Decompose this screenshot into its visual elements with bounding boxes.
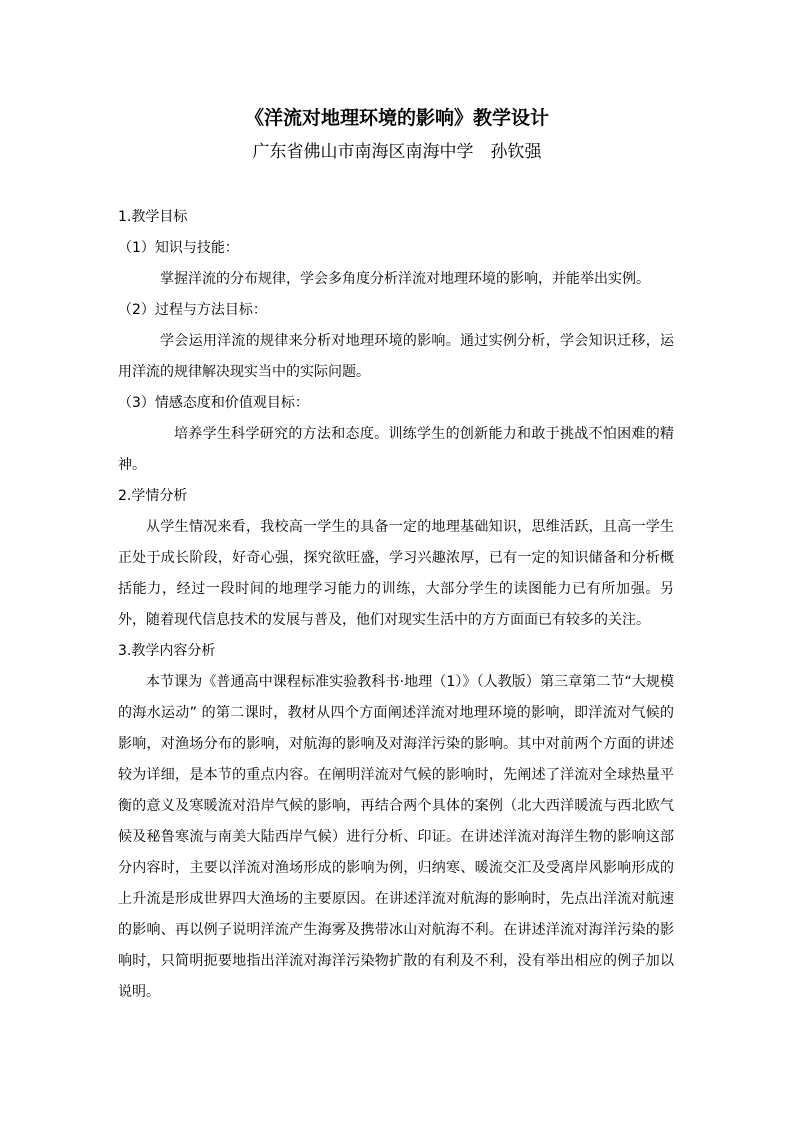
paragraph-attitude-values: 培养学生科学研究的方法和态度。训练学生的创新能力和敢于挑战不怕困难的精神。 [118, 426, 674, 473]
section-heading-content-analysis: 3.教学内容分析 [118, 643, 216, 659]
subheading-attitude-values: （3）情感态度和价值观目标： [118, 395, 309, 411]
author-line: 广东省佛山市南海区南海中学 孙钦强 [252, 142, 542, 162]
section-heading-student-analysis: 2.学情分析 [118, 488, 188, 504]
paragraph-student-analysis: 从学生情况来看，我校高一学生的具备一定的地理基础知识，思维活跃，且高一学生正处于成长阶段，好奇心强，探究欲旺盛，学习兴趣浓厚，已有一定的知识储备和分析概括能力，经过一段时间的地理学习能力的训练，大部分学生的读图能力已有所加强。另外，随着现代信息技术的发展与普及，他们对现实生活中的方方面面已有较多的关注。 [118, 519, 674, 628]
paragraph-knowledge-skills: 掌握洋流的分布规律，学会多角度分析洋流对地理环境的影响，并能举出实例。 [160, 271, 650, 287]
paragraph-process-methods: 学会运用洋流的规律来分析对地理环境的影响。通过实例分析，学会知识迁移，运用洋流的规律解决现实当中的实际问题。 [118, 333, 674, 380]
subheading-process-methods: （2）过程与方法目标： [118, 302, 267, 318]
document-body [118, 202, 674, 1008]
paragraph-content-analysis: 本节课为《普通高中课程标准实验教科书·地理（1）》（人教版）第三章第二节“大规模的海水运动” 的第二课时，教材从四个方面阐述洋流对地理环境的影响，即洋流对气候的影响，对渔场分布的影响，对航海的影响及对海洋污染的影响。其中对前两个方面的讲述较为详细，是本节的重点内容。在阐明洋流对气候的影响时，先阐述了洋流对全球热量平衡的意义及寒暖流对沿岸气候的影响，再结合两个具体的案例（北大西洋暖流与西北欧气候及秘鲁寒流与南美大陆西岸气候）进行分析、印证。在讲述洋流对海洋生物的影响这部分内容时，主要以洋流对渔场形成的影响为例，归纳寒、暖流交汇及受离岸风影响形成的上升流是形成世界四大渔场的主要原因。在讲述洋流对航海的影响时，先点出洋流对航速的影响、再以例子说明洋流产生海雾及携带冰山对航海不利。在讲述洋流对海洋污染的影响时，只简明扼要地指出洋流对海洋污染物扩散的有利及不利，没有举出相应的例子加以说明。 [118, 674, 674, 1000]
section-heading-teaching-goals: 1.教学目标 [118, 209, 188, 225]
document-title: 《洋流对地理环境的影响》教学设计 [244, 107, 549, 129]
subheading-knowledge-skills: （1）知识与技能： [118, 240, 239, 256]
